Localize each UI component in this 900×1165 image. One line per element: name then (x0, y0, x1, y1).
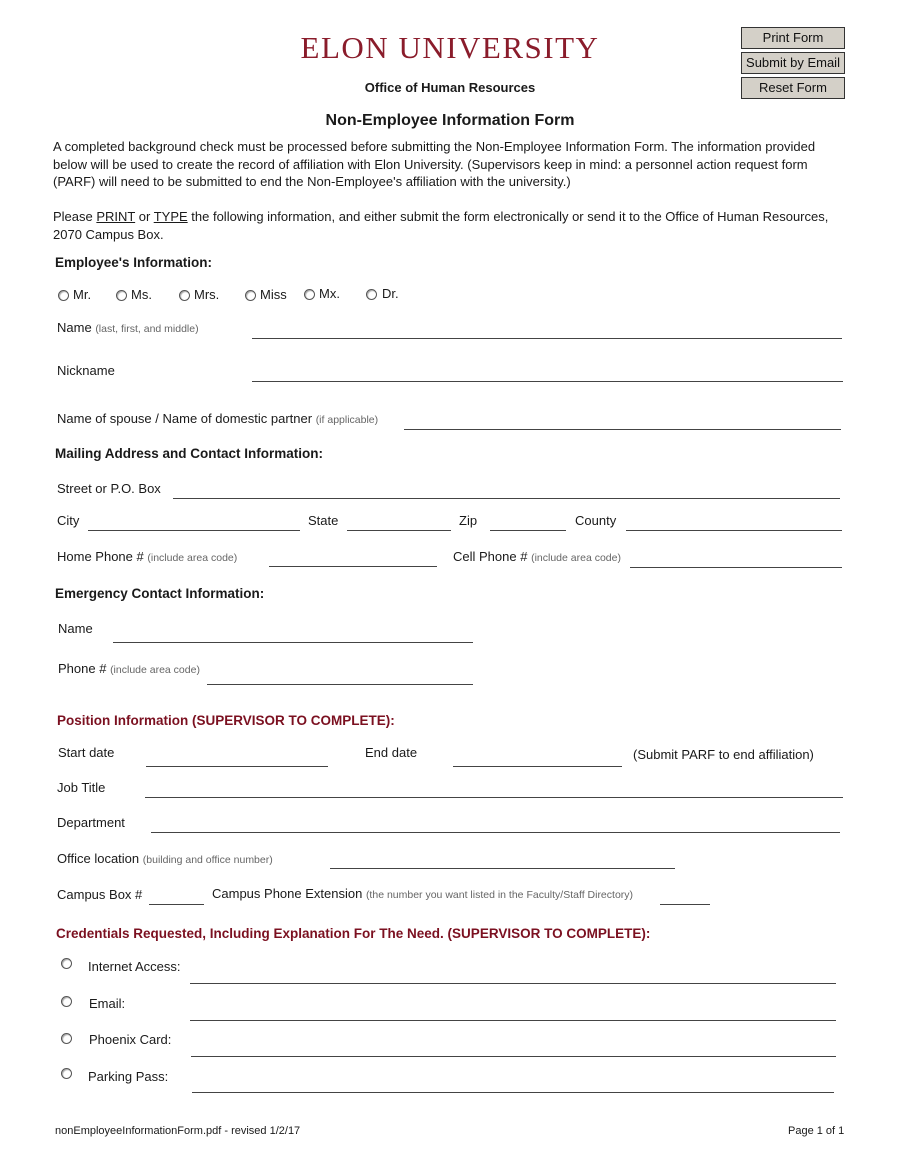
title-label-miss: Miss (260, 287, 287, 302)
state-label: State (308, 513, 339, 528)
department-label: Department (57, 815, 125, 830)
state-field[interactable] (347, 530, 451, 531)
county-label: County (575, 513, 617, 528)
parf-note: (Submit PARF to end affiliation) (633, 747, 814, 762)
reset-form-button[interactable]: Reset Form (741, 77, 845, 99)
emergency-phone-field[interactable] (207, 684, 473, 685)
emergency-name-field[interactable] (113, 642, 473, 643)
office-location-label: Office location (building and office number) (57, 851, 273, 866)
office-location-hint: (building and office number) (142, 854, 273, 866)
cell-phone-field[interactable] (630, 567, 842, 568)
emergency-phone-hint: (include area code) (110, 664, 200, 676)
print-form-button[interactable]: Print Form (741, 27, 845, 49)
form-title: Non-Employee Information Form (325, 112, 575, 129)
department-field[interactable] (151, 832, 840, 833)
credential-field-phoenix-card[interactable] (191, 1056, 836, 1057)
credential-label-email: Email: (89, 996, 126, 1011)
position-heading: Position Information (SUPERVISOR TO COMPLETE): (57, 713, 395, 728)
intro-paragraph: A completed background check must be processed before submitting the Non-Employee Information Form. The information provided below will be used to create the record of affiliation with Elon University. (Supervisors keep in mind: a personnel action request form (PARF) will need to be submitted to end the Non-Employee's affiliation with the university.) (53, 139, 816, 189)
campus-box-label: Campus Box # (57, 887, 143, 902)
emergency-name-label: Name (58, 621, 93, 636)
name-field[interactable] (252, 338, 842, 339)
emergency-phone-label: Phone # (include area code) (58, 661, 200, 676)
employee-info-heading: Employee's Information: (55, 255, 212, 270)
title-label-dr: Dr. (382, 286, 399, 301)
name-hint: (last, first, and middle) (95, 323, 199, 335)
campus-phone-field[interactable] (660, 904, 710, 905)
credential-radio-phoenix-card[interactable] (61, 1033, 72, 1044)
credential-field-parking-pass[interactable] (192, 1092, 834, 1093)
title-label-mr: Mr. (73, 287, 92, 302)
credential-label-parking-pass: Parking Pass: (88, 1069, 169, 1084)
name-label: Name (last, first, and middle) (57, 320, 199, 335)
cell-phone-hint: (include area code) (531, 552, 621, 564)
credential-radio-parking-pass[interactable] (61, 1068, 72, 1079)
title-radio-dr[interactable] (366, 289, 377, 300)
campus-phone-label: Campus Phone Extension (the number you want listed in the Faculty/Staff Directory) (212, 886, 634, 901)
start-date-field[interactable] (146, 766, 328, 767)
credentials-heading: Credentials Requested, Including Explanation For The Need. (SUPERVISOR TO COMPLETE): (56, 926, 651, 941)
credential-field-email[interactable] (190, 1020, 836, 1021)
emergency-heading: Emergency Contact Information: (55, 586, 265, 601)
title-radio-miss[interactable] (245, 290, 256, 301)
title-label-mx: Mx. (319, 286, 340, 301)
spouse-field[interactable] (404, 429, 841, 430)
job-title-field[interactable] (145, 797, 843, 798)
credential-radio-internet[interactable] (61, 958, 72, 969)
spouse-label: Name of spouse / Name of domestic partner (if applicable) (57, 411, 379, 426)
title-label-ms: Ms. (131, 287, 152, 302)
campus-box-field[interactable] (149, 904, 204, 905)
credential-radio-email[interactable] (61, 996, 72, 1007)
credential-label-internet: Internet Access: (88, 959, 181, 974)
street-field[interactable] (173, 498, 840, 499)
print-keyword: PRINT (96, 209, 136, 224)
start-date-label: Start date (58, 745, 115, 760)
zip-field[interactable] (490, 530, 566, 531)
instructions-paragraph: Please PRINT or TYPE the following information, and either submit the form electronically or send it to the Office of Human Resources, 2070 Campus Box. (53, 209, 829, 242)
city-field[interactable] (88, 530, 300, 531)
home-phone-label: Home Phone # (include area code) (57, 549, 238, 564)
type-keyword: TYPE (153, 209, 188, 224)
footer-page-number: Page 1 of 1 (788, 1125, 845, 1137)
home-phone-field[interactable] (269, 566, 437, 567)
title-radio-ms[interactable] (116, 290, 127, 301)
university-logo: ELON UNIVERSITY (300, 30, 600, 65)
cell-phone-label: Cell Phone # (include area code) (453, 549, 621, 564)
title-label-mrs: Mrs. (194, 287, 220, 302)
campus-phone-hint: (the number you want listed in the Faculty/Staff Directory) (365, 889, 634, 901)
street-label: Street or P.O. Box (57, 481, 161, 496)
footer-filename: nonEmployeeInformationForm.pdf - revised 1/2/17 (55, 1125, 301, 1137)
home-phone-hint: (include area code) (147, 552, 238, 564)
office-location-field[interactable] (330, 868, 675, 869)
spouse-hint: (if applicable) (315, 414, 379, 426)
credential-field-internet[interactable] (190, 983, 836, 984)
title-radio-mr[interactable] (58, 290, 69, 301)
mailing-heading: Mailing Address and Contact Information: (55, 446, 324, 461)
nickname-label: Nickname (57, 363, 115, 378)
office-name: Office of Human Resources (364, 80, 536, 95)
credential-label-phoenix-card: Phoenix Card: (89, 1032, 172, 1047)
submit-by-email-button[interactable]: Submit by Email (741, 52, 845, 74)
zip-label: Zip (459, 513, 478, 528)
end-date-label: End date (365, 745, 418, 760)
job-title-label: Job Title (57, 780, 106, 795)
city-label: City (57, 513, 80, 528)
end-date-field[interactable] (453, 766, 622, 767)
nickname-field[interactable] (252, 381, 843, 382)
county-field[interactable] (626, 530, 842, 531)
title-radio-mrs[interactable] (179, 290, 190, 301)
title-radio-mx[interactable] (304, 289, 315, 300)
